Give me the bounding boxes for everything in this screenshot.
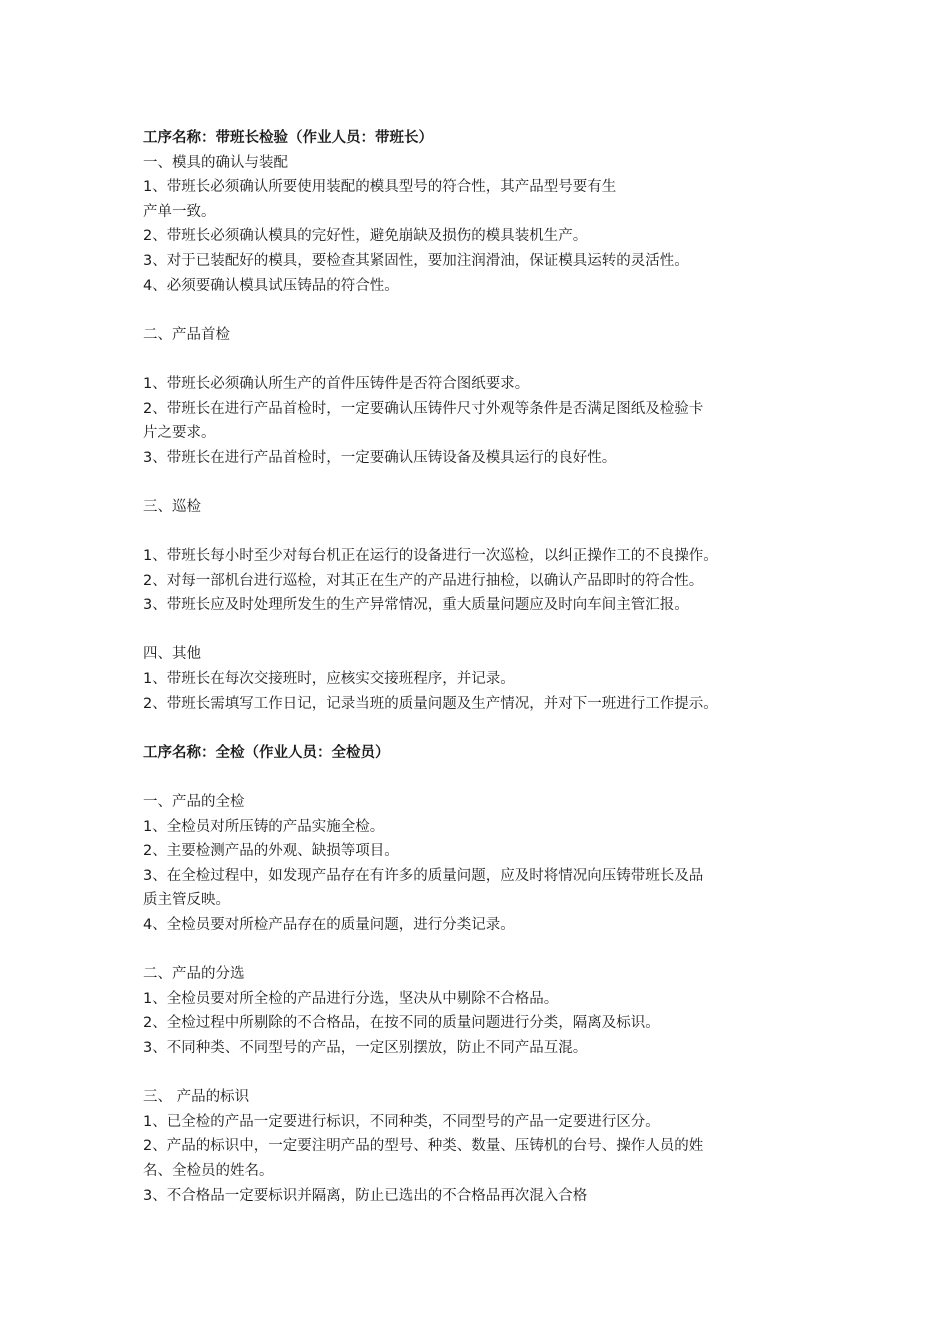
text-line: 二、产品的分选 — [143, 966, 245, 983]
blank-line — [143, 520, 823, 545]
section-heading: 工序名称：带班长检验（作业人员：带班长） — [143, 130, 433, 146]
text-line: 1、带班长必须确认所要使用装配的模具型号的符合性，其产品型号要有生 — [143, 179, 617, 196]
blank-line — [143, 938, 823, 963]
text-line: 三、 产品的标识 — [143, 1089, 250, 1106]
text-line: 四、其他 — [143, 646, 201, 663]
text-line: 1、全检员要对所全检的产品进行分选，坚决从中剔除不合格品。 — [143, 990, 559, 1007]
text-line: 1、带班长在每次交接班时，应核实交接班程序，并记录。 — [143, 671, 515, 688]
blank-line — [143, 618, 823, 643]
text-line: 产单一致。 — [143, 203, 216, 220]
section-heading: 工序名称：全检（作业人员：全检员） — [143, 744, 390, 761]
text-line: 1、带班长每小时至少对每台机正在运行的设备进行一次巡检，以纠正操作工的不良操作。 — [143, 548, 718, 565]
text-line: 1、全检员对所压铸的产品实施全检。 — [143, 818, 385, 835]
text-line: 3、带班长在进行产品首检时，一定要确认压铸设备及模具运行的良好性。 — [143, 449, 617, 466]
text-line: 4、全检员要对所检产品存在的质量问题，进行分类记录。 — [143, 917, 515, 933]
text-line: 2、主要检测产品的外观、缺损等项目。 — [143, 843, 399, 860]
blank-line — [143, 470, 823, 495]
text-line: 3、对于已装配好的模具，要检查其紧固性，要加注润滑油，保证模具运转的灵活性。 — [143, 252, 689, 269]
text-line: 一、模具的确认与装配 — [143, 154, 288, 171]
blank-line — [143, 1061, 823, 1086]
text-line: 1、带班长必须确认所生产的首件压铸件是否符合图纸要求。 — [143, 375, 530, 392]
text-line: 2、产品的标识中，一定要注明产品的型号、种类、数量、压铸机的台号、操作人员的姓 — [143, 1138, 704, 1155]
text-line: 质主管反映。 — [143, 892, 230, 909]
text-line: 3、不合格品一定要标识并隔离，防止已选出的不合格品再次混入合格 — [143, 1187, 588, 1204]
text-line: 片之要求。 — [143, 425, 216, 442]
text-line: 三、巡检 — [143, 498, 201, 515]
text-line: 3、不同种类、不同型号的产品，一定区别摆放，防止不同产品互混。 — [143, 1039, 588, 1056]
text-line: 一、产品的全检 — [143, 794, 245, 811]
text-line: 1、已全检的产品一定要进行标识，不同种类，不同型号的产品一定要进行区分。 — [143, 1113, 660, 1130]
text-line: 二、产品首检 — [143, 326, 230, 343]
text-line: 3、在全检过程中，如发现产品存在有许多的质量问题，应及时将情况向压铸带班长及品 — [143, 867, 704, 884]
blank-line — [143, 347, 823, 372]
text-line: 2、全检过程中所剔除的不合格品，在按不同的质量问题进行分类，隔离及标识。 — [143, 1015, 660, 1032]
blank-line — [143, 298, 823, 323]
document-body — [143, 126, 823, 1208]
text-line: 4、必须要确认模具试压铸品的符合性。 — [143, 277, 399, 294]
text-line: 2、带班长必须确认模具的完好性，避免崩缺及损伤的模具装机生产。 — [143, 228, 588, 245]
text-line: 3、带班长应及时处理所发生的生产异常情况，重大质量问题应及时向车间主管汇报。 — [143, 597, 689, 614]
blank-line — [143, 765, 823, 790]
text-line: 2、带班长需填写工作日记，记录当班的质量问题及生产情况，并对下一班进行工作提示。 — [143, 695, 718, 712]
text-line: 2、带班长在进行产品首检时，一定要确认压铸件尺寸外观等条件是否满足图纸及检验卡 — [143, 400, 704, 417]
text-line: 2、对每一部机台进行巡检，对其正在生产的产品进行抽检，以确认产品即时的符合性。 — [143, 572, 704, 589]
text-line: 名、全检员的姓名。 — [143, 1162, 274, 1179]
blank-line — [143, 716, 823, 741]
